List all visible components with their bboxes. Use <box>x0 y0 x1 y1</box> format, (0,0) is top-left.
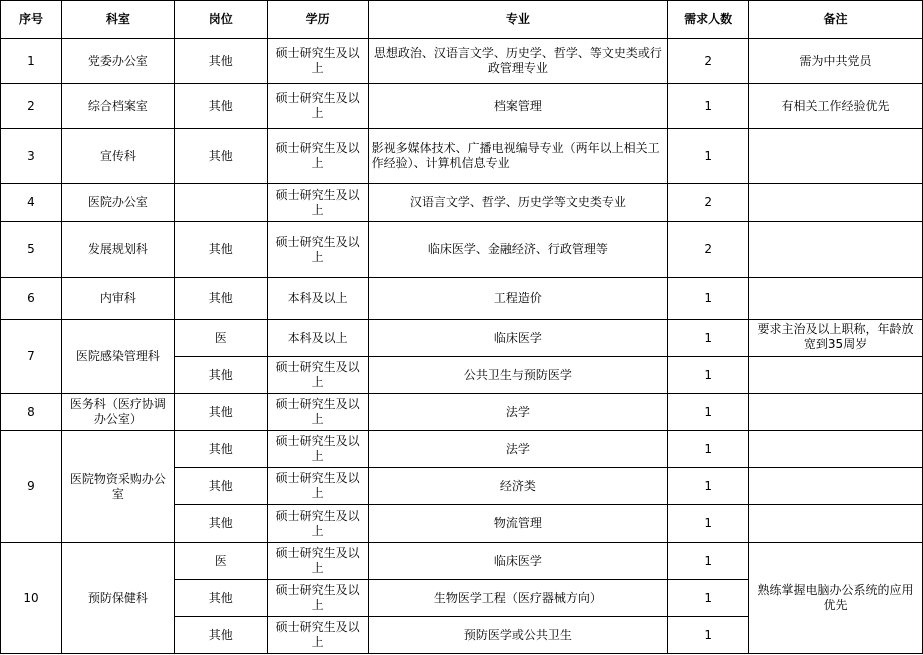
count-cell: 1 <box>668 543 749 580</box>
dept-cell: 党委办公室 <box>61 39 174 84</box>
table-row <box>1 222 923 278</box>
seq-cell: 3 <box>1 129 62 184</box>
seq-cell: 10 <box>1 543 62 654</box>
note-cell <box>749 431 923 468</box>
header-row <box>1 1 923 39</box>
header-seq: 序号 <box>1 1 62 39</box>
dept-cell: 预防保健科 <box>61 543 174 654</box>
count-cell: 2 <box>668 184 749 222</box>
dept-cell: 医院物资采购办公室 <box>61 431 174 543</box>
table-row <box>1 184 923 222</box>
table-row <box>1 39 923 84</box>
dept-cell: 医院办公室 <box>61 184 174 222</box>
header-post: 岗位 <box>174 1 267 39</box>
edu-cell: 硕士研究生及以上 <box>267 357 368 394</box>
note-cell <box>749 394 923 431</box>
note-cell <box>749 222 923 278</box>
count-cell: 1 <box>668 431 749 468</box>
major-cell: 档案管理 <box>368 84 668 129</box>
major-cell: 临床医学 <box>368 320 668 357</box>
edu-cell: 硕士研究生及以上 <box>267 468 368 505</box>
header-note: 备注 <box>749 1 923 39</box>
count-cell: 1 <box>668 278 749 320</box>
post-cell: 其他 <box>174 617 267 654</box>
major-cell: 公共卫生与预防医学 <box>368 357 668 394</box>
seq-cell: 2 <box>1 84 62 129</box>
edu-cell: 硕士研究生及以上 <box>267 129 368 184</box>
post-cell: 其他 <box>174 505 267 543</box>
count-cell: 1 <box>668 84 749 129</box>
note-cell: 需为中共党员 <box>749 39 923 84</box>
major-cell: 经济类 <box>368 468 668 505</box>
header-edu: 学历 <box>267 1 368 39</box>
table-row <box>1 543 923 580</box>
dept-cell: 内审科 <box>61 278 174 320</box>
note-cell: 要求主治及以上职称，年龄放宽到35周岁 <box>749 320 923 357</box>
major-cell: 影视多媒体技术、广播电视编导专业（两年以上相关工作经验）、计算机信息专业 <box>368 129 668 184</box>
table-row <box>1 431 923 468</box>
count-cell: 1 <box>668 617 749 654</box>
post-cell: 医 <box>174 543 267 580</box>
header-dept: 科室 <box>61 1 174 39</box>
edu-cell: 硕士研究生及以上 <box>267 617 368 654</box>
post-cell: 其他 <box>174 468 267 505</box>
edu-cell: 硕士研究生及以上 <box>267 505 368 543</box>
post-cell: 其他 <box>174 129 267 184</box>
major-cell: 生物医学工程（医疗器械方向） <box>368 580 668 617</box>
major-cell: 工程造价 <box>368 278 668 320</box>
major-cell: 临床医学、金融经济、行政管理等 <box>368 222 668 278</box>
header-count: 需求人数 <box>668 1 749 39</box>
note-cell <box>749 278 923 320</box>
count-cell: 1 <box>668 468 749 505</box>
dept-cell: 发展规划科 <box>61 222 174 278</box>
table-row <box>1 278 923 320</box>
post-cell: 其他 <box>174 39 267 84</box>
table-row <box>1 394 923 431</box>
seq-cell: 9 <box>1 431 62 543</box>
header-major: 专业 <box>368 1 668 39</box>
note-cell <box>749 357 923 394</box>
major-cell: 法学 <box>368 431 668 468</box>
note-cell <box>749 129 923 184</box>
table-row <box>1 129 923 184</box>
count-cell: 1 <box>668 320 749 357</box>
edu-cell: 硕士研究生及以上 <box>267 543 368 580</box>
major-cell: 物流管理 <box>368 505 668 543</box>
dept-cell: 宣传科 <box>61 129 174 184</box>
edu-cell: 本科及以上 <box>267 278 368 320</box>
count-cell: 1 <box>668 394 749 431</box>
edu-cell: 硕士研究生及以上 <box>267 431 368 468</box>
major-cell: 临床医学 <box>368 543 668 580</box>
dept-cell: 医务科（医疗协调办公室） <box>61 394 174 431</box>
post-cell: 其他 <box>174 84 267 129</box>
seq-cell: 4 <box>1 184 62 222</box>
major-cell: 法学 <box>368 394 668 431</box>
dept-cell: 综合档案室 <box>61 84 174 129</box>
major-cell: 预防医学或公共卫生 <box>368 617 668 654</box>
post-cell: 其他 <box>174 394 267 431</box>
count-cell: 2 <box>668 222 749 278</box>
edu-cell: 硕士研究生及以上 <box>267 580 368 617</box>
major-cell: 汉语言文学、哲学、历史学等文史类专业 <box>368 184 668 222</box>
count-cell: 2 <box>668 39 749 84</box>
seq-cell: 6 <box>1 278 62 320</box>
seq-cell: 7 <box>1 320 62 394</box>
post-cell: 其他 <box>174 580 267 617</box>
edu-cell: 硕士研究生及以上 <box>267 394 368 431</box>
post-cell: 其他 <box>174 222 267 278</box>
note-cell <box>749 184 923 222</box>
note-cell <box>749 468 923 505</box>
note-cell: 有相关工作经验优先 <box>749 84 923 129</box>
edu-cell: 硕士研究生及以上 <box>267 84 368 129</box>
edu-cell: 硕士研究生及以上 <box>267 184 368 222</box>
post-cell: 其他 <box>174 357 267 394</box>
seq-cell: 8 <box>1 394 62 431</box>
major-cell: 思想政治、汉语言文学、历史学、哲学、等文史类或行政管理专业 <box>368 39 668 84</box>
count-cell: 1 <box>668 129 749 184</box>
post-cell: 医 <box>174 320 267 357</box>
note-cell <box>749 505 923 543</box>
post-cell: 其他 <box>174 278 267 320</box>
edu-cell: 硕士研究生及以上 <box>267 222 368 278</box>
seq-cell: 5 <box>1 222 62 278</box>
table-row <box>1 320 923 357</box>
seq-cell: 1 <box>1 39 62 84</box>
count-cell: 1 <box>668 357 749 394</box>
dept-cell: 医院感染管理科 <box>61 320 174 394</box>
count-cell: 1 <box>668 580 749 617</box>
post-cell <box>174 184 267 222</box>
edu-cell: 硕士研究生及以上 <box>267 39 368 84</box>
note-cell: 熟练掌握电脑办公系统的应用优先 <box>749 543 923 654</box>
edu-cell: 本科及以上 <box>267 320 368 357</box>
post-cell: 其他 <box>174 431 267 468</box>
count-cell: 1 <box>668 505 749 543</box>
table-row <box>1 84 923 129</box>
